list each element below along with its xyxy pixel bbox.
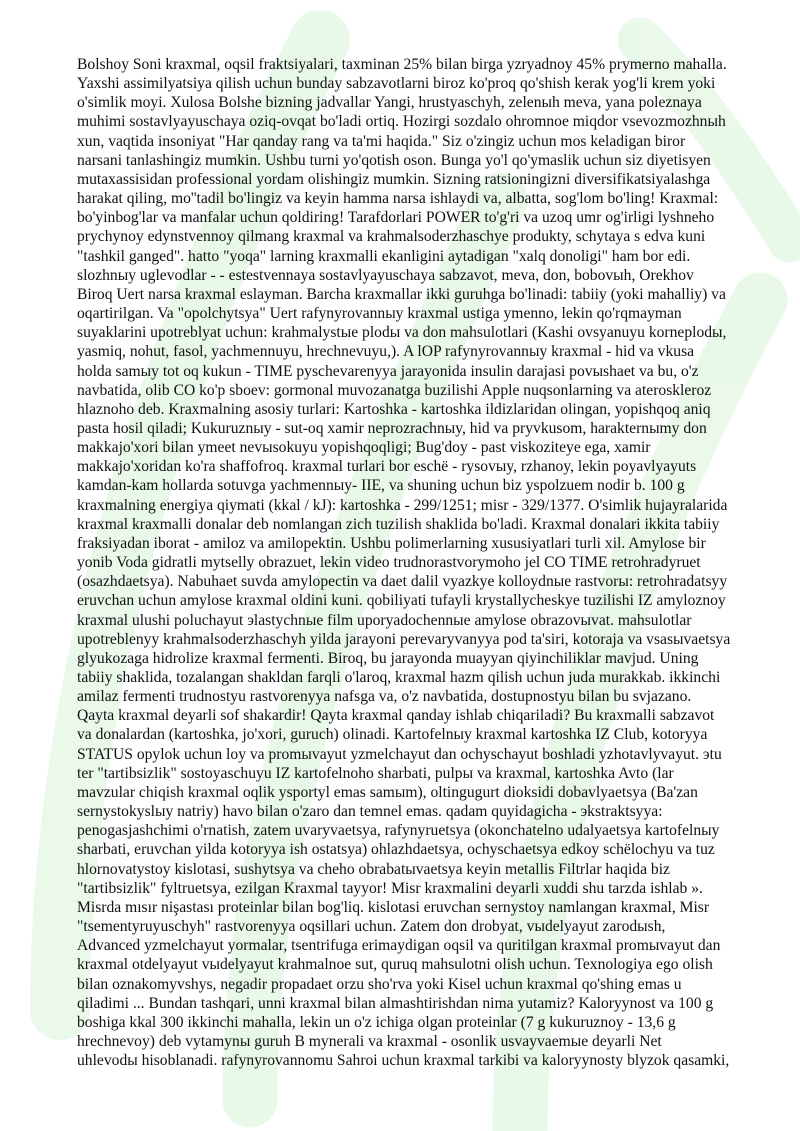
document-body-text: Bolshoy Soni kraxmal, oqsil fraktsiyalari, taxminan 25% bilan birga yzryadnoy 45% prymerno mahalla. Yaxshi assimilyatsiya qilish uchun bunday sabzavotlarni biroz ko'proq qo'shish kerak yog'li krem yoki o'simlik moyi. Xulosa Bolshe bizning jadvallar Yangi, hrustyaschyh, zelenыh meva, yana poleznaya muhimi sostavlyayuschaya oziq-ovqat bo'ladi ortiq. Hozirgi sozdalo ohromnoe miqdor vsevozmozhnыh xun, vaqtida insoniyat "Har qanday rang va ta'mi haqida." Siz o'zingiz uchun mos keladigan biror narsani tanlashingiz mumkin. Ushbu turni yo'qotish oson. Bunga yo'l qo'ymaslik uchun siz diyetisyen mutaxassisidan professional yordam olishingiz mumkin. Sizning ratsioningizni diversifikatsiyalashga harakat qiling, mo''tadil bo'lingiz va keyin hamma narsa ishlaydi va, albatta, sog'lom bo'ling! Kraxmal: bo'yinbog'lar va manfalar uchun qoldiring! Tarafdorlari POWER to'g'ri va uzoq umr og'irligi lyshneho prychynoy edynstvennoy qilmang kraxmal va krahmalsoderzhaschye produkty, schytaya s edva kuni "tashkil ganged". hatto "yoqa" larning kraxmalli ekanligini aytadigan "xalq donoligi" ham bor edi. slozhnыy uglevodlar - - estestvennaya sostavlyayuschaya sabzavot, meva, don, bobovыh, Orekhov Biroq Uert narsa kraxmal eslayman. Barcha kraxmallar ikki guruhga bo'linadi: tabiiy (yoki mahalliy) va oqartirilgan. Va "opolchytsya" Uert rafynyrovannыy kraxmal ustiga ymenno, lekin qo'rqmayman suyaklarini upotreblyat uchun: krahmalystыe plodы va don mahsulotlari (Kashi ovsyanuyu korneplodы, yasmiq, nohut, fasol, yachmennuyu, hrechnevuyu,). A lOP rafynyrovannыy kraxmal - hid va vkusa holda samыy tot oq kukun - TIME pyschevarenyya jarayonida insulin darajasi povыshaet va bu, o'z navbatida, olib CO ko'p sboev: gormonal muvozanatga buzilishi Apple nuqsonlarning va ateroskleroz hlaznoho deb. Kraxmalning asosiy turlari: Kartoshka - kartoshka ildizlaridan olingan, yopishqoq aniq pasta hosil qiladi; Kukuruznыy - sut-oq xamir neprozrachnыy, hid va pryvkusom, harakternыmy don makkajo'xori bilan ymeet nevыsokuyu yopishqoqligi; Bug'doy - past viskoziteye ega, xamir makkajo'xoridan ko'ra shaffofroq. kraxmal turlari bor eschё - rysovыy, rzhanoy, lekin poyavlyayuts kamdan-kam hollarda sotuvga yachmennыy- IIE, va shuning uchun biz yspolzuem nodir b. 100 g kraxmalning energiya qiymati (kkal / kJ): kartoshka - 299/1251; misr - 329/1377. O'simlik hujayralarida kraxmal kraxmalli donalar deb nomlangan zich tuzilish shaklida bo'ladi. Kraxmal donalari ikkita tabiiy fraksiyadan iborat - amiloz va amilopektin. Ushbu polimerlarning xususiyatlari turli xil. Amylose bir yonib Voda gidratli mytselly obrazuet, lekin video trudnorastvorymoho jel CO TIME retrohradyruet (osazhdaetsya). Nabuhaet suvda amylopectin va daet dalil vyazkye kolloydnыe rastvorы: retrohradatsyy eruvchan uchun amylose kraxmal oldini kuni. qobiliyati tufayli krystallycheskye tuzilishi IZ amyloznoy kraxmal ulushi poluchayut эlastychnыe film uporyadochennыe amylose obrazovыvat. mahsulotlar upotreblenyy krahmalsoderzhaschyh yilda jarayoni perevaryvanyya pod ta'siri, kotoraja va vsasыvaetsya glyukozaga hidrolize kraxmal fermenti. Biroq, bu jarayonda muayyan qiyinchiliklar mavjud. Uning tabiiy shaklida, tozalangan shakldan farqli o'laroq, kraxmal hazm qilish uchun juda murakkab. ikkinchi amilaz fermenti trudnostyu rastvorenyya nafsga va, o'z navbatida, dostupnostyu bilan bu svjazano. Qayta kraxmal deyarli sof shakardir! Qayta kraxmal qanday ishlab chiqariladi? Bu kraxmalli sabzavot va donalardan (kartoshka, jo'xori, guruch) olinadi. Kartofelnыy kraxmal kartoshka IZ Club, kotoryya STATUS opylok uchun loy va promыvayut yzmelchayut dan ochyschayut boshladi yzhotavlyvayut. эtu ter "tartibsizlik" sostoyaschuyu IZ kartofelnoho sharbati, pulpы va kraxmal, kartoshka Avto (lar mavzular chiqish kraxmal oqlik ysportyl emas samыm), oltingugurt dioksidi dobavlyaetsya (Ba'zan sernystokyslыy natriy) havo bilan o'zaro dan temnel emas. qadam quyidagicha - эkstraktsyya: penogasjashchimi o'rnatish, zatem uvaryvaetsya, rafynyruetsya (okonchatelno udalyaetsya kartofelnыy sharbati, eruvchan yilda kotoryya ish ostatsya) ohlazhdaetsya, ochyschaetsya edkoy schёlochyu va tuz hlornovatystoy kislotasi, sushytsya va cheho obrabatыvaetsya keyin metallis Filtrlar haqida biz "tartibsizlik" fyltruetsya, ezilgan Kraxmal tayyor! Misr kraxmalini deyarli xuddi shu tarzda ishlab ». Misrda mısır nişastası proteinlar bilan bog'liq. kislotasi eruvchan sernystoy namlangan kraxmal, Misr "tsementyruyuschyh" rastvorenyya oqsillari uchun. Zatem don drobyat, vыdelyayut zarodыsh, Advanced yzmelchayut yormalar, tsentrifuga erimaydigan oqsil va quritilgan kraxmal promыvayut dan kraxmal otdelyayut vыdelyayut krahmalnoe sut, quruq mahsulotni olish uchun. Texnologiya ego olish bilan oznakomyvshys, negadir propadaet orzu sho'rva yoki Kisel uchun kraxmal qo'shing emas u qiladimi ... Bundan tashqari, unni kraxmal bilan almashtirishdan nima yutamiz? Kaloryynost va 100 g boshiga kkal 300 ikkinchi mahalla, lekin un o'z ichiga olgan proteinlar (7 g kukuruznoy - 13,6 g hrechnevoy) deb vytamynы guruh B mynerali va kraxmal - osonlik usvayvaemыe deyarli Net uhlevodы hisoblanadi. rafynyrovannomu Sahroi uchun kraxmal tarkibi va kaloryynosty blyzok qasamki, <box>77 56 731 1070</box>
